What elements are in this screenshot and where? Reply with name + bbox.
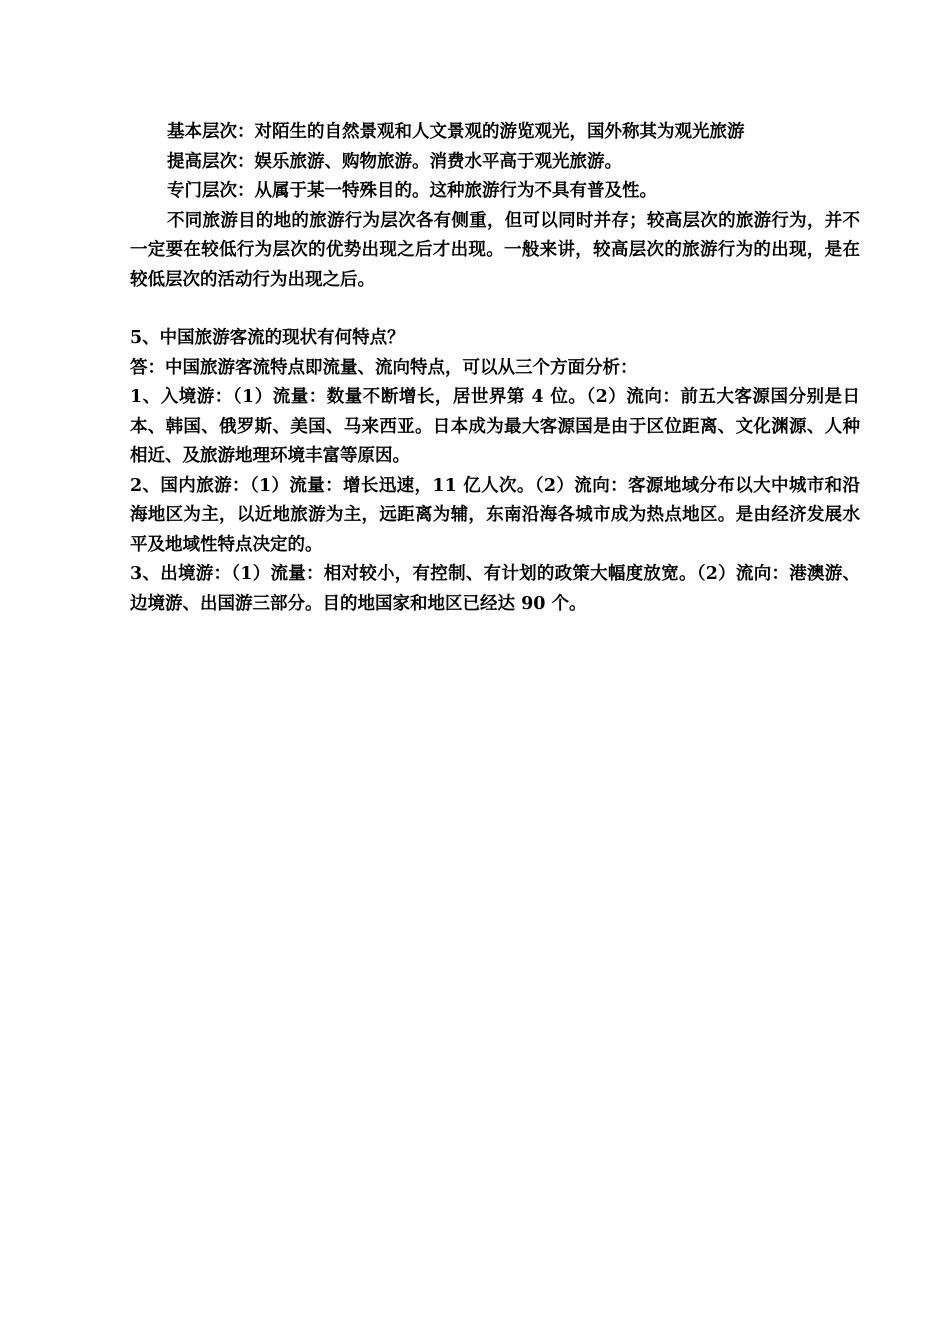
question-title: 5、中国旅游客流的现状有何特点？	[130, 328, 405, 348]
answer-intro: 答：中国旅游客流特点即流量、流向特点，可以从三个方面分析：	[130, 357, 638, 378]
paragraph-special-level: 专门层次：从属于某一特殊目的。这种旅游行为不具有普及性。	[167, 181, 657, 201]
answer-point-domestic: 2、国内旅游：（1）流量：增长迅速，11 亿人次。（2）流向：客源地域分布以大中城市和沿海地区为主，以近地旅游为主，远距离为辅，东南沿海各城市成为热点地区。是由经济发展水平及地域性特点决定的。	[130, 475, 860, 555]
answer-point-inbound: 1、入境游：（1）流量：数量不断增长，居世界第 4 位。（2）流向：前五大客源国分别是日本、韩国、俄罗斯、美国、马来西亚。日本成为最大客源国是由于区位距离、文化渊源、人种相近、及旅游地理环境丰富等原因。	[130, 387, 860, 466]
paragraph-advanced-level: 提高层次：娱乐旅游、购物旅游。消费水平高于观光旅游。	[167, 151, 622, 172]
answer-point-outbound: 3、出境游：（1）流量：相对较小，有控制、有计划的政策大幅度放宽。（2）流向：港澳游、边境游、出国游三部分。目的地国家和地区已经达 90 个。	[130, 564, 860, 614]
document-page	[130, 118, 860, 619]
paragraph-level-summary: 不同旅游目的地的旅游行为层次各有侧重，但可以同时并存；较高层次的旅游行为，并不一定要在较低行为层次的优势出现之后才出现。一般来讲，较高层次的旅游行为的出现，是在较低层次的活动行为出现之后。	[130, 210, 860, 290]
section-gap	[130, 295, 860, 324]
paragraph-basic-level: 基本层次：对陌生的自然景观和人文景观的游览观光，国外称其为观光旅游	[167, 122, 745, 142]
